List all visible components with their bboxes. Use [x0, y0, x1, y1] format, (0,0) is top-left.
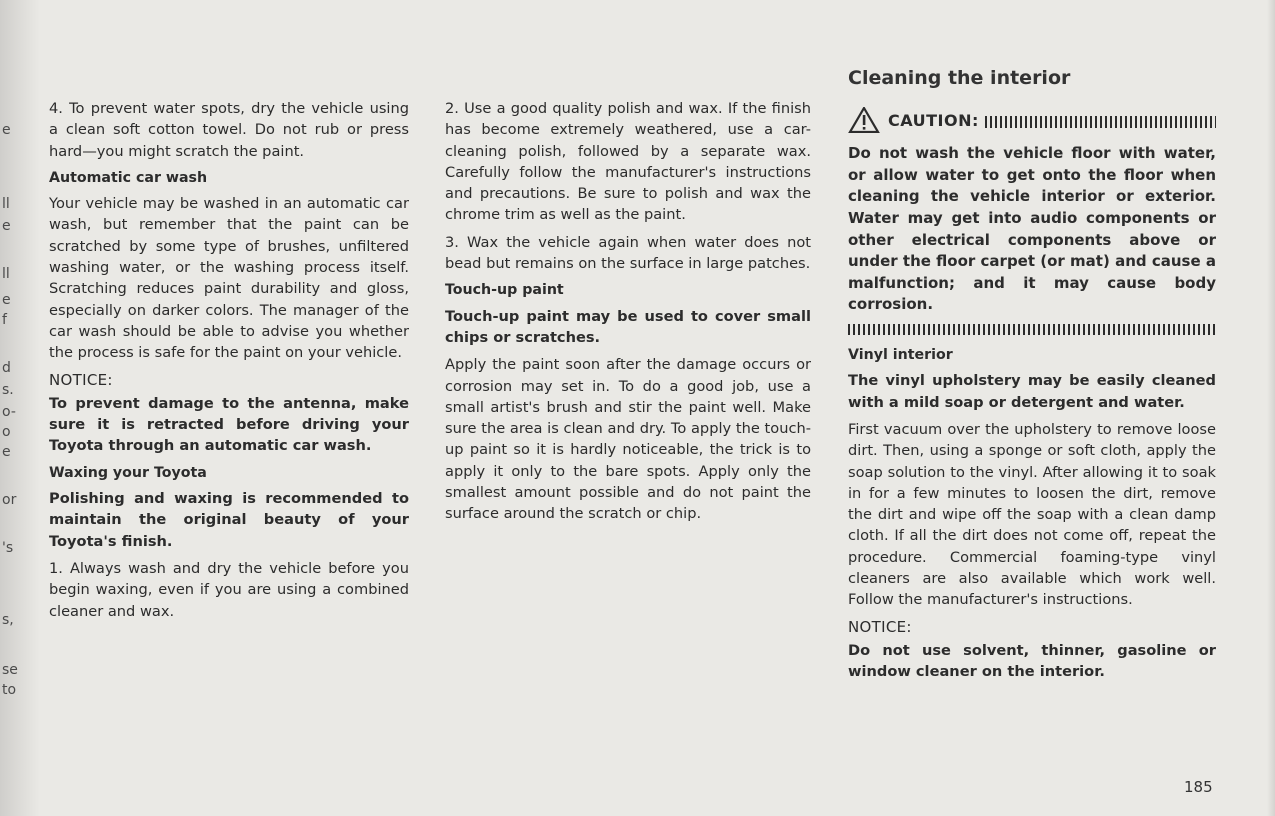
- edge-letter: f: [2, 312, 7, 328]
- heading-vinyl-interior: Vinyl interior: [848, 347, 953, 364]
- heading-touch-up-paint: Touch-up paint: [445, 282, 564, 299]
- edge-letter: e: [2, 292, 11, 308]
- paragraph-vinyl-cleaning: First vacuum over the upholstery to remove loose dirt. Then, using a sponge or soft cloth, apply the soap solution to the vinyl. After allowing it to soak in for a few minutes to loosen the dirt, remove the dirt and wipe off the soap with a clean damp cloth. If all the dirt does not come off, repeat the procedure. Commercial foaming-type vinyl cleaners are also available which work well. Follow the manufacturer's instructions.: [848, 420, 1216, 609]
- paragraph-vinyl-bold: The vinyl upholstery may be easily cleaned with a mild soap or detergent and water.: [848, 372, 1216, 411]
- page-number: 185: [1184, 778, 1213, 796]
- edge-letter: se: [2, 662, 18, 678]
- edge-letter: e: [2, 444, 11, 460]
- facing-page-edge-letters: [0, 0, 18, 816]
- edge-letter: o: [2, 424, 11, 440]
- edge-letter: to: [2, 682, 17, 698]
- edge-letter: ll: [2, 266, 10, 282]
- paragraph-touch-up: Apply the paint soon after the damage occurs or corrosion may set in. To do a good job, use a small artist's brush and stir the paint well. Make sure the area is clean and dry. To apply the touch-up paint so it is hardly noticeable, the trick is to apply it only to the bare spots. Apply only the smallest amount possible and do not paint the surface around the scratch or chip.: [445, 356, 811, 523]
- paragraph-polish-wax: 2. Use a good quality polish and wax. If the finish has become extremely weathered, use a car-cleaning polish, followed by a separate wax. Carefully follow the manufacturer's instructions and precautions. Be sure to polish and wax the chrome trim as well as the paint.: [445, 100, 811, 224]
- caution-top-rule: [985, 116, 1216, 128]
- edge-letter: e: [2, 218, 11, 234]
- caution-text: Do not wash the vehicle floor with water, or allow water to get onto the floor when cleaning the vehicle interior or exterior. Water may get into audio components or other electrical components above or under the floor carpet (or mat) and cause a malfunction; and it may cause body corrosion.: [848, 144, 1216, 314]
- paragraph-wash-before-wax: 1. Always wash and dry the vehicle before you begin waxing, even if you are using a combined cleaner and wax.: [49, 559, 409, 620]
- notice-label: NOTICE:: [49, 370, 113, 389]
- notice-antenna: To prevent damage to the antenna, make sure it is retracted before driving your Toyota through an automatic car wash.: [49, 394, 409, 455]
- edge-letter: d: [2, 360, 11, 376]
- notice-label-interior: NOTICE:: [848, 617, 912, 636]
- section-title: Cleaning the interior: [848, 67, 1071, 89]
- edge-letter: or: [2, 492, 17, 508]
- edge-letter: o-: [2, 404, 16, 420]
- caution-label: CAUTION:: [888, 110, 979, 130]
- caution-header: [848, 107, 1216, 133]
- caution-bottom-rule: [848, 324, 1216, 335]
- paragraph-wax-again: 3. Wax the vehicle again when water does not bead but remains on the surface in large patches.: [445, 233, 811, 273]
- paragraph-waxing-bold: Polishing and waxing is recommended to maintain the original beauty of your Toyota's finish.: [49, 490, 409, 550]
- heading-automatic-car-wash: Automatic car wash: [49, 169, 208, 186]
- paragraph-dry-vehicle: 4. To prevent water spots, dry the vehicle using a clean soft cotton towel. Do not rub or press hard—you might scratch the paint.: [49, 100, 409, 160]
- column-middle: [445, 98, 811, 531]
- edge-letter: e: [2, 122, 11, 138]
- column-left: [49, 98, 409, 628]
- warning-triangle-icon: [848, 107, 880, 133]
- column-right: [848, 68, 1216, 689]
- edge-letter: s.: [2, 382, 14, 398]
- paragraph-touch-up-bold: Touch-up paint may be used to cover small chips or scratches.: [445, 307, 811, 346]
- edge-letter: ll: [2, 196, 10, 212]
- paragraph-car-wash: Your vehicle may be washed in an automatic car wash, but remember that the paint can be scratched by some type of brushes, unfiltered washing water, or the washing process itself. Scratching reduces paint durability and gloss, especially on darker colors. The manager of the car wash should be able to advise you whether the process is safe for the paint on your vehicle.: [49, 195, 409, 362]
- edge-letter: 's: [2, 540, 14, 556]
- page-right-edge: [1267, 0, 1275, 816]
- heading-waxing: Waxing your Toyota: [49, 464, 207, 481]
- notice-solvent: Do not use solvent, thinner, gasoline or window cleaner on the interior.: [848, 641, 1216, 681]
- edge-letter: s,: [2, 612, 14, 628]
